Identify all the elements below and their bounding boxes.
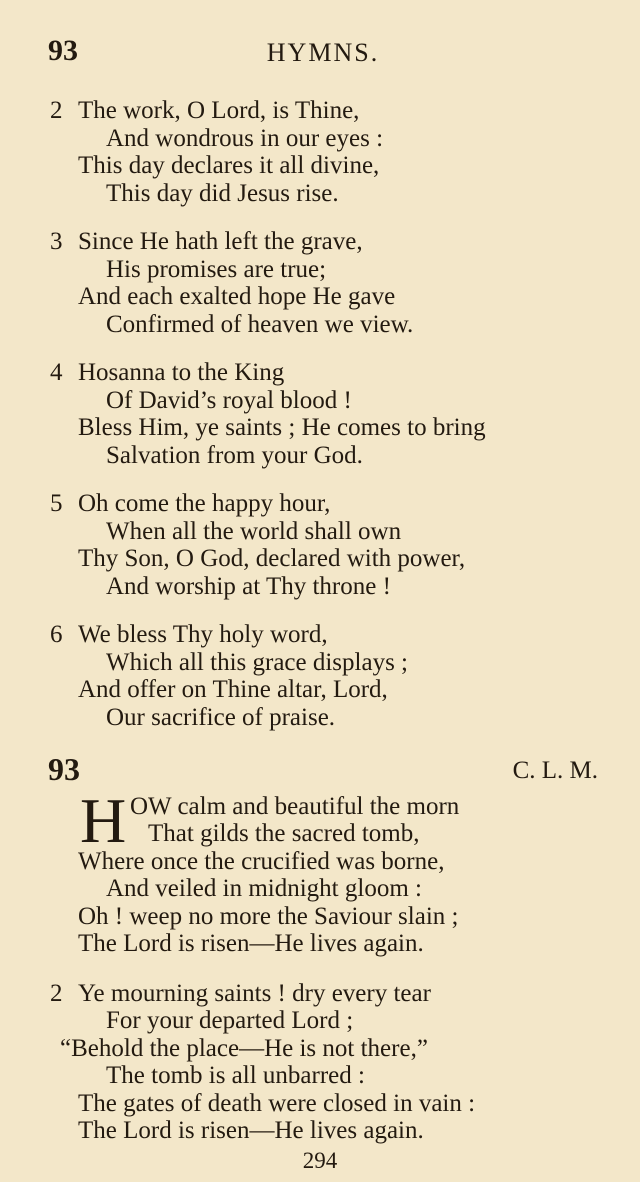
verse-line: OW calm and beautiful the morn (130, 793, 460, 820)
verse-line: This day declares it all divine, (78, 152, 380, 179)
verse-line: Since He hath left the grave, (78, 228, 363, 255)
verse-number: 3 (50, 228, 63, 255)
verse-line: His promises are true; (106, 256, 327, 283)
header-hymn-number: 93 (48, 34, 78, 67)
verse-line: For your departed Lord ; (106, 1007, 354, 1034)
hymn-number: 93 (48, 751, 80, 787)
verse-line: And worship at Thy throne ! (106, 573, 391, 600)
verse-line: Bless Him, ye saints ; He comes to bring (78, 414, 486, 441)
drop-cap: H (80, 785, 127, 856)
verse-line: Our sacrifice of praise. (106, 704, 336, 731)
verse-line: Hosanna to the King (78, 359, 285, 386)
verse-line: And veiled in midnight gloom : (106, 875, 422, 902)
verse-line: Salvation from your God. (106, 442, 363, 469)
verse-line: Of David’s royal blood ! (106, 387, 352, 414)
verse-number: 4 (50, 359, 63, 386)
verse-line: And offer on Thine altar, Lord, (78, 676, 388, 703)
verse-line: Which all this grace displays ; (106, 649, 409, 676)
verse-line: The gates of death were closed in vain : (78, 1090, 476, 1117)
hymn-meter: C. L. M. (512, 757, 598, 784)
verse-line: This day did Jesus rise. (106, 180, 339, 207)
verse-line: Confirmed of heaven we view. (106, 311, 414, 338)
verse-number: 2 (50, 97, 63, 124)
verse-line: The work, O Lord, is Thine, (78, 97, 360, 124)
verse-number: 6 (50, 621, 63, 648)
verse-line: The Lord is risen—He lives again. (78, 930, 424, 957)
verse-line: The Lord is risen—He lives again. (78, 1117, 424, 1144)
verse-line: We bless Thy holy word, (78, 621, 328, 648)
verse-line: And each exalted hope He gave (78, 283, 396, 310)
verse-line: “Behold the place—He is not there,” (60, 1035, 428, 1062)
verse-line: Ye mourning saints ! dry every tear (78, 980, 431, 1007)
running-header-title: HYMNS. (266, 38, 380, 67)
verse-line: The tomb is all unbarred : (106, 1062, 365, 1089)
verse-line: Where once the crucified was borne, (78, 848, 445, 875)
verse-line: Oh come the happy hour, (78, 490, 331, 517)
verse-line: And wondrous in our eyes : (106, 125, 384, 152)
verse-line: That gilds the sacred tomb, (148, 820, 420, 847)
verse-line: Oh ! weep no more the Saviour slain ; (78, 903, 459, 930)
verse-line: When all the world shall own (106, 518, 402, 545)
verse-line: Thy Son, O God, declared with power, (78, 545, 466, 572)
page-number: 294 (302, 1148, 338, 1173)
verse-number: 2 (50, 980, 63, 1007)
verse-number: 5 (50, 490, 63, 517)
